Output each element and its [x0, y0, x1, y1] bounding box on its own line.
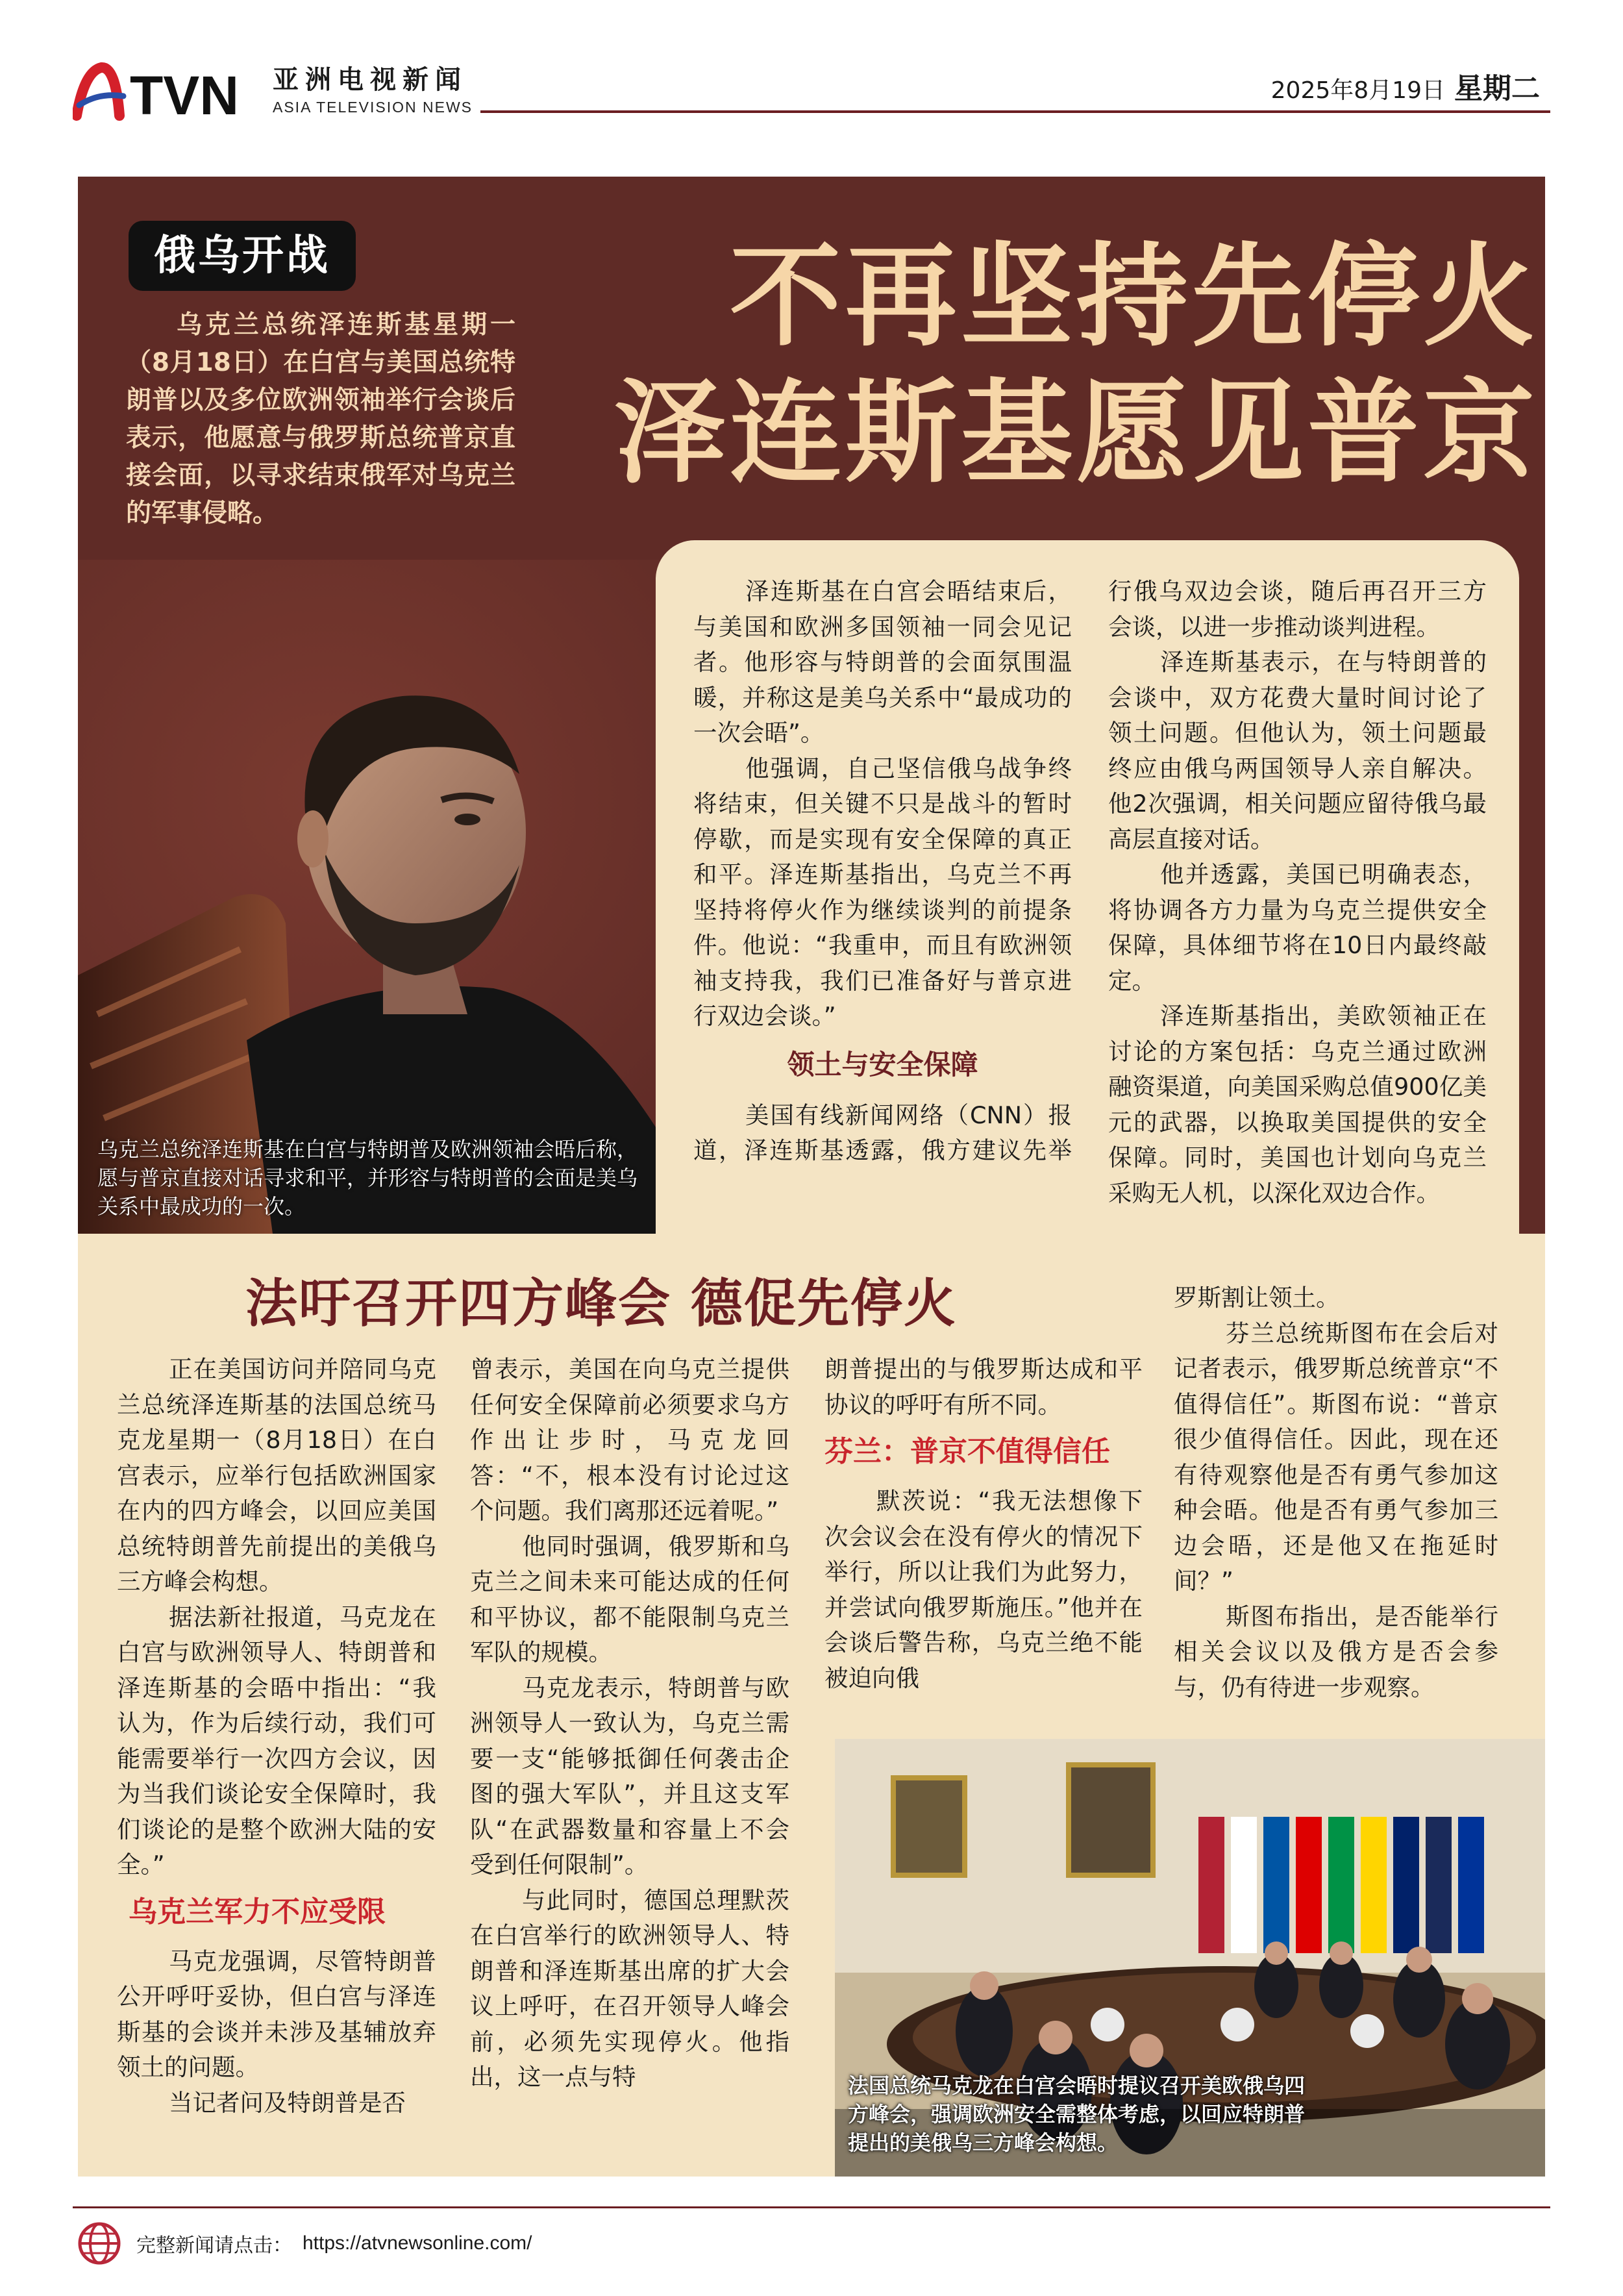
- article-paragraph: 他强调，自己坚信俄乌战争终将结束，但关键不只是战斗的暂时停歇，而是实现有安全保障的真正和平。泽连斯基指出，乌克兰不再坚持将停火作为继续谈判的前提条件。他说：“我重申，而且有欧洲领袖支持我，我们已准备好与普京进行双边会谈。”: [693, 754, 1072, 1030]
- headline: [487, 229, 1539, 501]
- second-story-title: 法吁召开四方峰会 德促先停火: [245, 1273, 957, 1334]
- portrait-caption: 乌克兰总统泽连斯基在白宫与特朗普及欧洲领袖会晤后称，愿与普京直接对话寻求和平，并形容与特朗普的会面是美乌关系中最成功的一次。: [97, 1137, 638, 1219]
- story-paragraph: 芬兰总统斯图布在会后对记者表示，俄罗斯总统普京“不值得信任”。斯图布说：“普京很少值得信任。因此，现在还有待观察他是否有勇气参加这种会晤。他是否有勇气参加三边会晤，还是他又在拖延时间？”: [1174, 1319, 1498, 1595]
- story-paragraph: 斯图布指出，是否能举行相关会议以及俄方是否会参与，仍有待进一步观察。: [1174, 1602, 1498, 1701]
- story-subhead: 芬兰：普京不值得信任: [824, 1435, 1110, 1468]
- atvn-logo: [73, 58, 254, 123]
- lede-paragraph: 乌克兰总统泽连斯基星期一（8月18日）在白宫与美国总统特朗普以及多位欧洲领袖举行会谈后表示，他愿意与俄罗斯总统普京直接会面，以寻求结束俄军对乌克兰的军事侵略。: [126, 310, 515, 528]
- story-paragraph: 他同时强调，俄罗斯和乌克兰之间未来可能达成的任何和平协议，都不能限制乌克兰军队的规模。: [470, 1532, 789, 1666]
- globe-icon: [77, 2221, 122, 2266]
- article-columns: [693, 574, 1487, 1223]
- story-paragraph: 正在美国访问并陪同乌克兰总统泽连斯基的法国总统马克龙星期一（8月18日）在白宫表示，应举行包括欧洲国家在内的四方峰会，以回应美国总统特朗普先前提出的美俄乌三方峰会构想。: [117, 1355, 436, 1595]
- brand-cn: 亚洲电视新闻: [273, 65, 467, 95]
- article-subhead: 领土与安全保障: [787, 1048, 978, 1080]
- brand-en: ASIA TELEVISION NEWS: [273, 99, 473, 116]
- story-paragraph: 朗普提出的与俄罗斯达成和平协议的呼吁有所不同。: [824, 1355, 1143, 1419]
- story-paragraph: 马克龙强调，尽管特朗普公开呼吁妥协，但白宫与泽连斯基的会谈并未涉及基辅放弃领土的问题。: [117, 1947, 436, 2081]
- footer: [77, 2221, 532, 2266]
- svg-text:TVN: TVN: [130, 65, 239, 123]
- story-paragraph: 当记者问及特朗普是否: [169, 2088, 406, 2117]
- top-story: [78, 177, 1545, 1234]
- article-paragraph: 泽连斯基表示，在与特朗普的会谈中，双方花费大量时间讨论了领土问题。但他认为，领土问题最终应由俄乌两国领导人亲自解决。他2次强调，相关问题应留待俄乌最高层直接对话。: [1108, 648, 1487, 853]
- weekday-text: 星期二: [1454, 72, 1540, 105]
- story-paragraph: 据法新社报道，马克龙在白宫与欧洲领导人、特朗普和泽连斯基的会晤中指出：“我认为，作为后续行动，我们可能需要举行一次四方会议，因为当我们谈论安全保障时，我们谈论的是整个欧洲大陆的安全。”: [117, 1603, 436, 1878]
- story-column-4: [1174, 1280, 1498, 1705]
- article-paragraph: 他并透露，美国已明确表态，将协调各方力量为乌克兰提供安全保障，具体细节将在10日内最终敲定。: [1108, 860, 1487, 995]
- article-paragraph: 美国有线新闻网络（CNN）报道，泽连斯基透露，俄方建议先举行俄乌双边会谈，随后再召开三方会谈，以进一步推动谈判进程。: [693, 577, 1487, 1164]
- story-column-2: [470, 1352, 789, 2095]
- date-text: 2025年8月19日: [1270, 77, 1445, 104]
- story-column-3: [824, 1352, 1143, 1696]
- header-rule: [480, 110, 1550, 113]
- story-column-1: [117, 1352, 436, 2121]
- section-kicker: 俄乌开战: [129, 221, 356, 291]
- article-paragraph: 泽连斯基在白宫会晤结束后，与美国和欧洲多国领袖一同会见记者。他形容与特朗普的会面氛围温暖，并称这是美乌关系中“最成功的一次会晤”。: [693, 577, 1072, 747]
- footer-label: 完整新闻请点击：: [136, 2234, 292, 2257]
- issue-date: [1271, 65, 1540, 106]
- second-story: [78, 1234, 1545, 2177]
- brand-block: [273, 64, 473, 118]
- story-paragraph: 马克龙表示，特朗普与欧洲领导人一致认为，乌克兰需要一支“能够抵御任何袭击企图的强大军队”，并且这支军队“在武器数量和容量上不会受到任何限制”。: [470, 1673, 789, 1878]
- story-paragraph: 与此同时，德国总理默茨在白宫举行的欧洲领导人、特朗普和泽连斯基出席的扩大会议上呼吁，在召开领导人峰会前，必须先实现停火。他指出，这一点与特: [470, 1886, 789, 2091]
- story-paragraph: 默茨说：“我无法想像下次会议会在没有停火的情况下举行，所以让我们为此努力，并尝试向俄罗斯施压。”他并在会谈后警告称，乌克兰绝不能被迫向俄: [824, 1487, 1143, 1692]
- footer-link[interactable]: https://atvnewsonline.com/: [303, 2232, 532, 2254]
- meeting-photo-caption: 法国总统马克龙在白宫会晤时提议召开美欧俄乌四方峰会，强调欧洲安全需整体考虑，以回应特朗普提出的美俄乌三方峰会构想。: [848, 2073, 1306, 2155]
- story-subhead: 乌克兰军力不应受限: [129, 1895, 386, 1928]
- footer-rule: [73, 2206, 1550, 2208]
- headline-line-1: 不再坚持先停火: [730, 231, 1539, 362]
- article-paragraph: 泽连斯基指出，美欧领袖正在讨论的方案包括：乌克兰通过欧洲融资渠道，向美国采购总值900亿美元的武器，以换取美国提供的安全保障。同时，美国也计划向乌克兰采购无人机，以深化双边合作。: [1108, 1002, 1487, 1207]
- article-card: [656, 540, 1519, 1234]
- story-paragraph: 罗斯割让领土。: [1174, 1284, 1340, 1312]
- story-paragraph: 曾表示，美国在向乌克兰提供任何安全保障前必须要求乌方作出让步时，马克龙回答：“不，根本没有讨论过这个问题。我们离那还远着呢。”: [470, 1355, 789, 1525]
- headline-line-2: 泽连斯基愿见普京: [614, 368, 1539, 498]
